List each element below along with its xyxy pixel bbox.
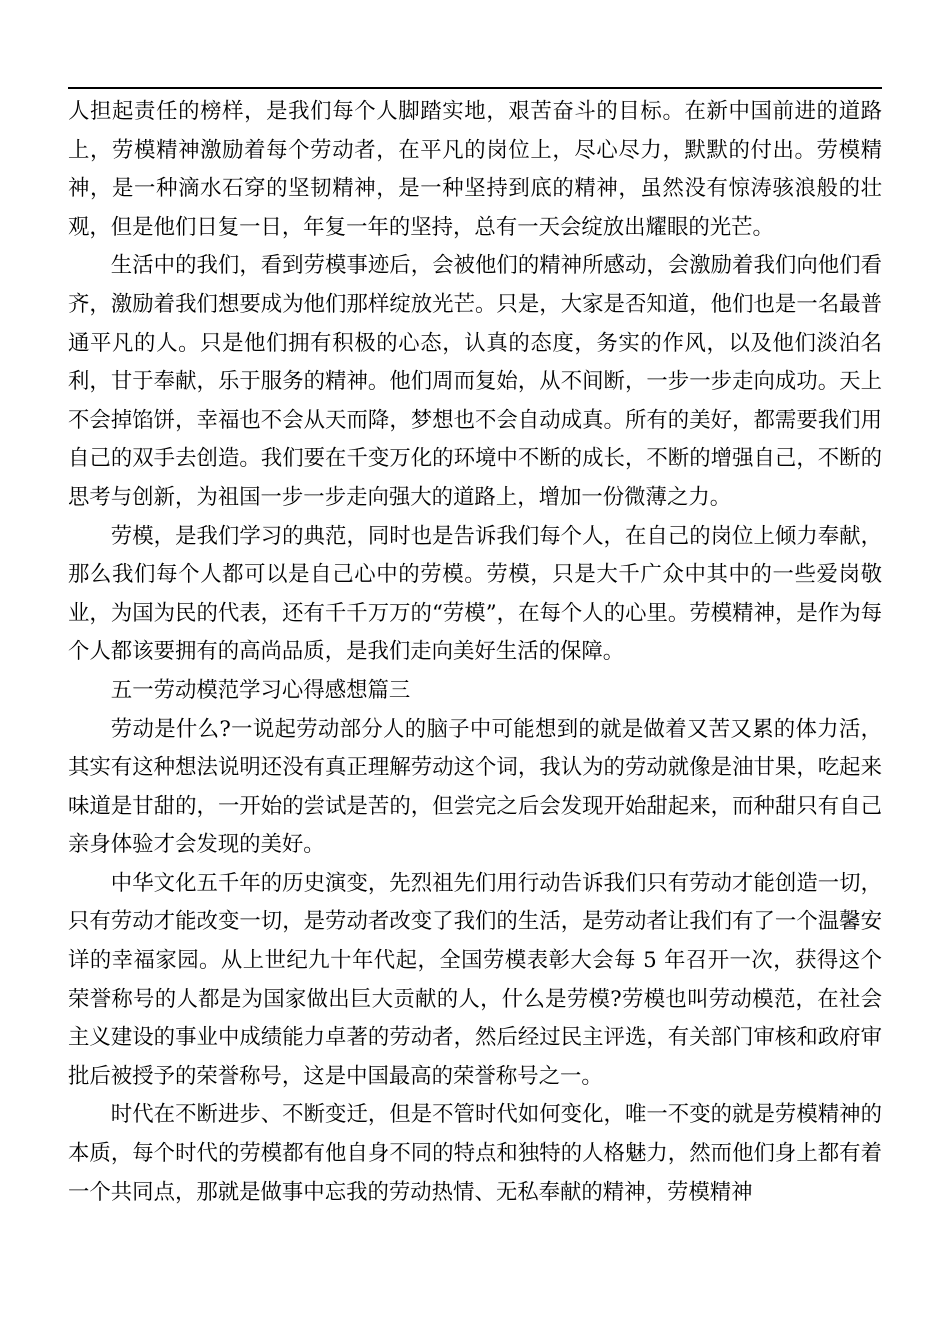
- document-body: [68, 93, 882, 1212]
- paragraph: 劳动是什么?一说起劳动部分人的脑子中可能想到的就是做着又苦又累的体力活，其实有这种想法说明还没有真正理解劳动这个词，我认为的劳动就像是油甘果，吃起来味道是甘甜的，一开始的尝试是苦的，但尝完之后会发现开始甜起来，而种甜只有自己亲身体验才会发现的美好。: [68, 716, 882, 858]
- section-heading: 五一劳动模范学习心得感想篇三: [110, 677, 411, 703]
- paragraph: 生活中的我们，看到劳模事迹后，会被他们的精神所感动，会激励着我们向他们看齐，激励着我们想要成为他们那样绽放光芒。只是，大家是否知道，他们也是一名最普通平凡的人。只是他们拥有积极的心态，认真的态度，务实的作风，以及他们淡泊名利，甘于奉献，乐于服务的精神。他们周而复始，从不间断，一步一步走向成功。天上不会掉馅饼，幸福也不会从天而降，梦想也不会自动成真。所有的美好，都需要我们用自己的双手去创造。我们要在千变万化的环境中不断的成长，不断的增强自己，不断的思考与创新，为祖国一步一步走向强大的道路上，增加一份微薄之力。: [68, 253, 882, 510]
- paragraph: 劳模，是我们学习的典范，同时也是告诉我们每个人，在自己的岗位上倾力奉献，那么我们每个人都可以是自己心中的劳模。劳模，只是大千广众中其中的一些爱岗敬业，为国为民的代表，还有千千万万的“劳模”，在每个人的心里。劳模精神，是作为每个人都该要拥有的高尚品质，是我们走向美好生活的保障。: [68, 523, 882, 665]
- paragraph-continuation: 人担起责任的榜样，是我们每个人脚踏实地，艰苦奋斗的目标。在新中国前进的道路上，劳模精神激励着每个劳动者，在平凡的岗位上，尽心尽力，默默的付出。劳模精神，是一种滴水石穿的坚韧精神，是一种坚持到底的精神，虽然没有惊涛骇浪般的壮观，但是他们日复一日，年复一年的坚持，总有一天会绽放出耀眼的光芒。: [68, 99, 882, 240]
- paragraph: 时代在不断进步、不断变迁，但是不管时代如何变化，唯一不变的就是劳模精神的本质，每个时代的劳模都有他自身不同的特点和独特的人格魅力，然而他们身上都有着一个共同点，那就是做事中忘我的劳动热情、无私奉献的精神，劳模精神: [68, 1102, 882, 1205]
- paragraph: 中华文化五千年的历史演变，先烈祖先们用行动告诉我们只有劳动才能创造一切，只有劳动才能改变一切，是劳动者改变了我们的生活，是劳动者让我们有了一个温馨安详的幸福家园。从上世纪九十年代起，全国劳模表彰大会每 5 年召开一次，获得这个荣誉称号的人都是为国家做出巨大贡献的人，什么是劳模?劳模也叫劳动模范，在社会主义建设的事业中成绩能力卓著的劳动者，然后经过民主评选，有关部门审核和政府审批后被授予的荣誉称号，这是中国最高的荣誉称号之一。: [68, 870, 882, 1089]
- header-rule: [68, 87, 882, 89]
